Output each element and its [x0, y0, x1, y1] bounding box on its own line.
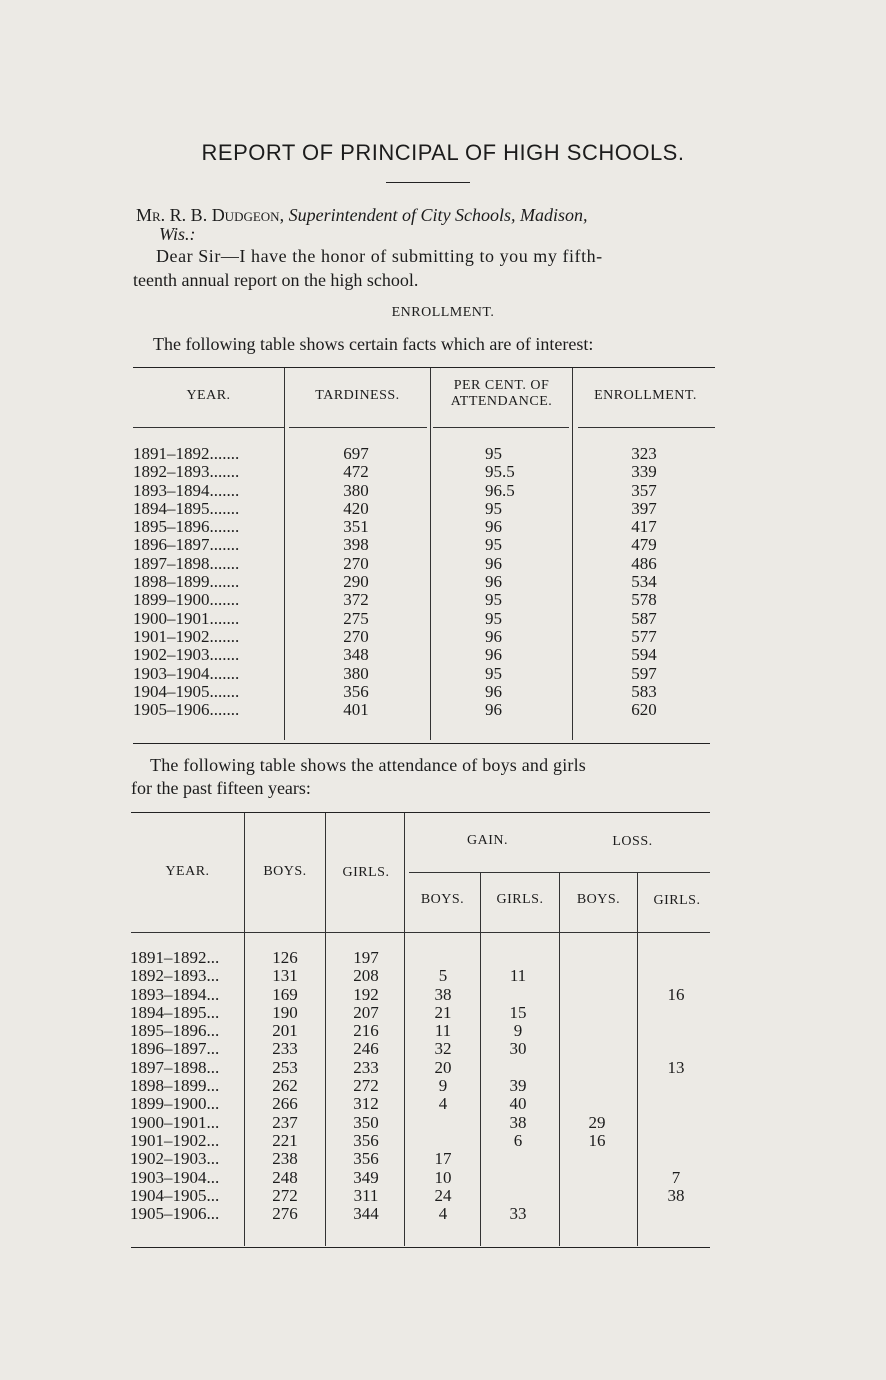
- table-cell: [413, 949, 473, 967]
- table-cell: [488, 1059, 548, 1077]
- table-cell: 1894–1895...: [130, 1002, 220, 1022]
- letter-line1: Dear Sir—I have the honor of submitting to you my fifth-: [156, 246, 603, 266]
- table-cell: 1903–1904...: [130, 1167, 220, 1187]
- table-cell: 253: [272, 1057, 298, 1077]
- table-cell: 32: [434, 1039, 452, 1059]
- table-cell: 349: [353, 1167, 379, 1187]
- table-cell: [567, 1095, 627, 1113]
- table-cell: 262: [272, 1076, 298, 1096]
- table-cell: 29: [588, 1112, 606, 1132]
- table-cell: 272: [272, 1185, 298, 1205]
- table-cell: 38: [509, 1112, 527, 1132]
- table-cell: 30: [509, 1039, 527, 1059]
- table1-year-column: [133, 445, 283, 719]
- table-cell: 620: [631, 700, 657, 720]
- table-cell: 201: [272, 1021, 298, 1041]
- table-cell: [567, 1022, 627, 1040]
- table-cell: 1902–1903.......: [133, 645, 240, 665]
- table-cell: 197: [353, 948, 379, 967]
- table-cell: 1893–1894.......: [133, 480, 240, 500]
- table1-header-year: YEAR.: [186, 388, 231, 403]
- table-cell: 1892–1893.......: [133, 462, 240, 482]
- table-cell: 311: [353, 1185, 379, 1205]
- table-cell: [488, 949, 548, 967]
- table-cell: 1905–1906.......: [133, 700, 240, 720]
- table-cell: 479: [631, 535, 657, 555]
- page-title: REPORT OF PRINCIPAL OF HIGH SCHOOLS.: [201, 140, 685, 165]
- table1-attendance-column: [485, 445, 545, 719]
- table2-col-divider: [480, 873, 481, 1246]
- table-cell: 21: [434, 1002, 452, 1022]
- table-cell: 1894–1895.......: [133, 498, 240, 518]
- table-cell: 95: [485, 663, 502, 683]
- table-cell: 272: [353, 1076, 379, 1096]
- table2-loss-boys-column: [567, 949, 627, 1223]
- table2-header-year: YEAR.: [165, 864, 210, 879]
- table-cell: [488, 1187, 548, 1205]
- table1-header-enrollment: ENROLLMENT.: [594, 388, 697, 403]
- table-cell: 17: [434, 1149, 452, 1169]
- table-cell: 1891–1892.......: [133, 444, 240, 463]
- table-cell: 248: [272, 1167, 298, 1187]
- table-cell: 351: [343, 517, 369, 537]
- table-cell: 208: [353, 966, 379, 986]
- table-cell: 233: [272, 1039, 298, 1059]
- table1-intro: The following table shows certain facts which are of interest:: [153, 334, 594, 354]
- table-cell: 13: [667, 1057, 685, 1077]
- table-cell: [567, 1004, 627, 1022]
- table1-header-rule: [133, 427, 284, 428]
- table-cell: [646, 1022, 706, 1040]
- table-cell: 276: [272, 1204, 298, 1224]
- table2-boys-column: [255, 949, 315, 1223]
- table-cell: 95: [485, 590, 502, 610]
- table-cell: 356: [343, 681, 369, 701]
- table-cell: 38: [667, 1185, 685, 1205]
- table-cell: 290: [343, 572, 369, 592]
- table-cell: 1902–1903...: [130, 1149, 220, 1169]
- title-underline: [386, 182, 470, 183]
- table-cell: 1895–1896.......: [133, 517, 240, 537]
- table-cell: 15: [509, 1002, 527, 1022]
- table-cell: 33: [509, 1204, 527, 1224]
- table-cell: [646, 967, 706, 985]
- table-cell: 96: [485, 626, 502, 646]
- table-cell: 397: [631, 498, 657, 518]
- table-cell: 401: [343, 700, 369, 720]
- table-cell: [646, 1004, 706, 1022]
- table2-header-gain-boys: BOYS.: [420, 892, 465, 907]
- table-cell: [567, 1187, 627, 1205]
- table-cell: 190: [272, 1002, 298, 1022]
- table-cell: 1904–1905.......: [133, 681, 240, 701]
- table-cell: 697: [343, 444, 369, 463]
- table-cell: 96: [485, 572, 502, 592]
- table-cell: 1904–1905...: [130, 1185, 220, 1205]
- table-cell: 1899–1900...: [130, 1094, 220, 1114]
- table1-tardiness-column: [316, 445, 396, 719]
- table-cell: 323: [631, 444, 657, 463]
- table-cell: 95: [485, 498, 502, 518]
- table2-header-girls: GIRLS.: [342, 865, 390, 880]
- table-cell: 380: [343, 480, 369, 500]
- table-cell: 398: [343, 535, 369, 555]
- table2-header-rule: [131, 932, 710, 933]
- table-cell: [567, 1077, 627, 1095]
- table-cell: [646, 1132, 706, 1150]
- letter-line2: teenth annual report on the high school.: [133, 270, 419, 290]
- table-cell: 1903–1904.......: [133, 663, 240, 683]
- table-cell: 20: [434, 1057, 452, 1077]
- table-cell: 1892–1893...: [130, 966, 220, 986]
- table-cell: 11: [509, 966, 527, 986]
- table-cell: 420: [343, 498, 369, 518]
- table1-top-rule: [133, 367, 715, 368]
- table1-header-rule: [433, 427, 569, 428]
- table-cell: 1893–1894...: [130, 984, 220, 1004]
- table-cell: 131: [272, 966, 298, 986]
- table-cell: [567, 1169, 627, 1187]
- table-cell: 270: [343, 626, 369, 646]
- table2-girls-column: [336, 949, 396, 1223]
- table-cell: 4: [438, 1094, 448, 1114]
- table-cell: 96: [485, 681, 502, 701]
- table2-loss-girls-column: [646, 949, 706, 1223]
- table-cell: 275: [343, 608, 369, 628]
- table-cell: 1901–1902...: [130, 1130, 220, 1150]
- table-cell: 350: [353, 1112, 379, 1132]
- table2-year-column: [130, 949, 244, 1223]
- table-cell: 6: [513, 1130, 523, 1150]
- table-cell: 4: [438, 1204, 448, 1224]
- table-cell: 95.5: [485, 462, 515, 482]
- table-cell: [646, 1040, 706, 1058]
- table1-bottom-rule: [133, 743, 710, 744]
- table-cell: 95: [485, 444, 502, 463]
- table-cell: 587: [631, 608, 657, 628]
- table-cell: 1891–1892...: [130, 948, 220, 967]
- table-cell: [567, 986, 627, 1004]
- table-cell: [488, 1150, 548, 1168]
- table-cell: 1896–1897.......: [133, 535, 240, 555]
- table-cell: [646, 1150, 706, 1168]
- table-cell: 96: [485, 700, 502, 720]
- table1-header-tardiness: TARDINESS.: [315, 388, 400, 403]
- salutation-title: Superintendent of City Schools, Madison,: [288, 205, 588, 225]
- table-cell: 5: [438, 966, 448, 986]
- salutation-line1: [136, 205, 588, 226]
- section-heading: ENROLLMENT.: [391, 305, 495, 320]
- table-cell: [646, 1205, 706, 1223]
- table-cell: [488, 986, 548, 1004]
- table-cell: [646, 1114, 706, 1132]
- table2-group-rule: [409, 872, 710, 873]
- table-cell: 126: [272, 948, 298, 967]
- table-cell: 339: [631, 462, 657, 482]
- table-cell: 472: [343, 462, 369, 482]
- table-cell: 9: [513, 1021, 523, 1041]
- table-cell: 1905–1906...: [130, 1204, 220, 1224]
- table-cell: 380: [343, 663, 369, 683]
- table-cell: 594: [631, 645, 657, 665]
- table1-enrollment-column: [604, 445, 684, 719]
- table-cell: 597: [631, 663, 657, 683]
- table-cell: 192: [353, 984, 379, 1004]
- table-cell: 266: [272, 1094, 298, 1114]
- table2-intro-line2: for the past fifteen years:: [131, 778, 311, 798]
- table-cell: 1895–1896...: [130, 1021, 220, 1041]
- table-cell: [567, 1205, 627, 1223]
- table-cell: 372: [343, 590, 369, 610]
- table-cell: 237: [272, 1112, 298, 1132]
- salutation-line2: Wis.:: [159, 224, 196, 244]
- table-cell: 417: [631, 517, 657, 537]
- table-cell: 95: [485, 608, 502, 628]
- table1-col-divider: [284, 368, 285, 740]
- table-cell: [646, 1095, 706, 1113]
- table-cell: 312: [353, 1094, 379, 1114]
- table-cell: 1897–1898...: [130, 1057, 220, 1077]
- table1-col-divider: [572, 368, 573, 740]
- table2-bottom-rule: [131, 1247, 710, 1248]
- table2-intro-line1: The following table shows the attendance of boys and girls: [150, 755, 586, 775]
- table-cell: 96: [485, 553, 502, 573]
- table-cell: 246: [353, 1039, 379, 1059]
- table-cell: [646, 949, 706, 967]
- table-cell: 216: [353, 1021, 379, 1041]
- table-cell: [413, 1114, 473, 1132]
- table-cell: [567, 1040, 627, 1058]
- table-cell: 221: [272, 1130, 298, 1150]
- table2-header-gain-girls: GIRLS.: [496, 892, 544, 907]
- table-cell: 238: [272, 1149, 298, 1169]
- table-cell: 7: [671, 1167, 681, 1187]
- table-cell: 38: [434, 984, 452, 1004]
- table-cell: 357: [631, 480, 657, 500]
- table-cell: 1898–1899.......: [133, 572, 240, 592]
- table1-header-rule: [578, 427, 715, 428]
- table-cell: 270: [343, 553, 369, 573]
- table-cell: 1899–1900.......: [133, 590, 240, 610]
- table2-col-divider: [637, 873, 638, 1246]
- table2-col-divider: [559, 873, 560, 1246]
- table-cell: 1897–1898.......: [133, 553, 240, 573]
- table2-header-gain: GAIN.: [467, 833, 508, 848]
- table-cell: 10: [434, 1167, 452, 1187]
- table-cell: [567, 1150, 627, 1168]
- table-cell: 356: [353, 1130, 379, 1150]
- table1-header-attendance: PER CENT. OF ATTENDANCE.: [450, 378, 553, 409]
- table1-header-rule: [289, 427, 427, 428]
- table-cell: 348: [343, 645, 369, 665]
- table2-gain-girls-column: [488, 949, 548, 1223]
- table-cell: 1901–1902.......: [133, 626, 240, 646]
- table2-header-loss-boys: BOYS.: [576, 892, 621, 907]
- table2-gain-boys-column: [413, 949, 473, 1223]
- table-cell: 344: [353, 1204, 379, 1224]
- table-cell: 39: [509, 1076, 527, 1096]
- salutation-prefix: Mr. R. B. Dudgeon,: [136, 205, 285, 225]
- table2-header-loss: LOSS.: [612, 834, 653, 849]
- table-cell: 16: [588, 1130, 606, 1150]
- table-cell: 24: [434, 1185, 452, 1205]
- table-cell: 578: [631, 590, 657, 610]
- table1-col-divider: [430, 368, 431, 740]
- table-cell: [413, 1132, 473, 1150]
- table-cell: 356: [353, 1149, 379, 1169]
- table-cell: 95: [485, 535, 502, 555]
- table-cell: 1900–1901.......: [133, 608, 240, 628]
- table2-top-rule: [131, 812, 710, 813]
- table-cell: 96.5: [485, 480, 515, 500]
- table-cell: [567, 949, 627, 967]
- table-cell: 96: [485, 517, 502, 537]
- table-cell: 577: [631, 626, 657, 646]
- table2-header-loss-girls: GIRLS.: [653, 893, 701, 908]
- table-cell: 1900–1901...: [130, 1112, 220, 1132]
- table-cell: 1896–1897...: [130, 1039, 220, 1059]
- table-cell: 583: [631, 681, 657, 701]
- table-cell: 486: [631, 553, 657, 573]
- table-cell: [488, 1169, 548, 1187]
- table-cell: [646, 1077, 706, 1095]
- table-cell: 40: [509, 1094, 527, 1114]
- table-cell: 207: [353, 1002, 379, 1022]
- table2-header-boys: BOYS.: [263, 864, 307, 879]
- table-cell: [567, 967, 627, 985]
- table-cell: 11: [434, 1021, 452, 1041]
- table-cell: 1898–1899...: [130, 1076, 220, 1096]
- table-cell: 9: [438, 1076, 448, 1096]
- table-cell: [567, 1059, 627, 1077]
- table-cell: 96: [485, 645, 502, 665]
- table-cell: 169: [272, 984, 298, 1004]
- table-cell: 16: [667, 984, 685, 1004]
- table-cell: 534: [631, 572, 657, 592]
- table-cell: 233: [353, 1057, 379, 1077]
